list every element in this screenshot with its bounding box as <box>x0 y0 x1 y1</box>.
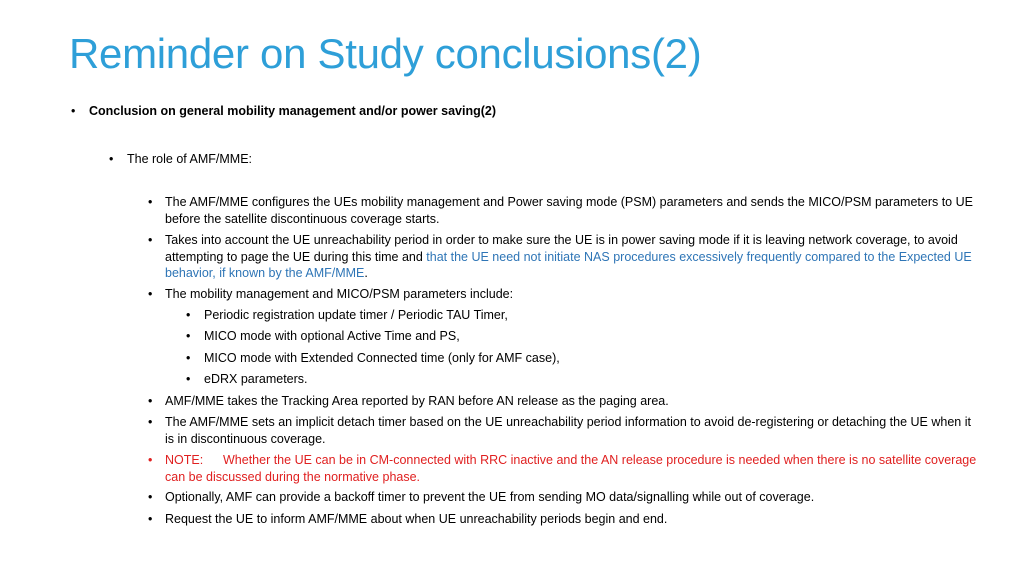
sub-bullet-text: eDRX parameters. <box>204 372 308 386</box>
bullet-dot-icon: • <box>148 415 153 429</box>
level2-text: The role of AMF/MME: <box>127 152 253 166</box>
level1-text: Conclusion on general mobility management and/or power saving(2) <box>89 104 497 118</box>
level1-bullet <box>71 103 496 120</box>
bullet-text <box>165 232 978 282</box>
sub-bullet-text: MICO mode with Extended Connected time (only for AMF case), <box>204 351 560 365</box>
bullet-dot-icon: • <box>186 329 191 343</box>
bullet-text: Request the UE to inform AMF/MME about when UE unreachability periods begin and end. <box>165 512 668 526</box>
bullet-dot-icon: • <box>148 394 153 408</box>
sub-bullet <box>186 328 460 345</box>
bullet-inform-ue <box>148 511 978 528</box>
bullet-text-part3: . <box>364 266 368 280</box>
bullet-dot-icon: • <box>186 308 191 322</box>
bullet-detach-timer <box>148 414 978 447</box>
bullet-unreachability <box>148 232 978 282</box>
bullet-text-part1: Takes into account the UE unreachability period in order to make sure the UE is in power saving mode if it is leaving network coverage, to avoid attempting to page the UE during this time and <box>165 233 958 264</box>
sub-bullet-text: Periodic registration update timer / Periodic TAU Timer, <box>204 308 508 322</box>
bullet-dot-icon: • <box>148 195 153 209</box>
bullet-dot-icon: • <box>71 104 76 118</box>
sub-bullet <box>186 350 560 367</box>
bullet-text: Optionally, AMF can provide a backoff timer to prevent the UE from sending MO data/signalling while out of coverage. <box>165 490 815 504</box>
bullet-tracking-area <box>148 393 978 410</box>
slide-title: Reminder on Study conclusions(2) <box>69 30 702 77</box>
sub-bullet <box>186 371 308 388</box>
sub-bullet <box>186 307 508 324</box>
level2-bullet <box>109 151 252 168</box>
note-bullet <box>148 452 978 485</box>
bullet-params-include <box>148 286 978 303</box>
bullet-dot-icon: • <box>186 372 191 386</box>
bullet-text: The mobility management and MICO/PSM parameters include: <box>165 287 514 301</box>
note-body: Whether the UE can be in CM-connected with RRC inactive and the AN release procedure is needed when there is no satellite coverage can be discussed during the normative phase. <box>165 453 977 484</box>
highlight-text: that the UE need not initiate NAS procedures excessively frequently compared to the Expected UE behavior, if known by the AMF/MME <box>165 249 972 280</box>
bullet-dot-icon: • <box>148 453 153 467</box>
bullet-dot-icon: • <box>148 287 153 301</box>
bullet-dot-icon: • <box>186 351 191 365</box>
sub-bullet-text: MICO mode with optional Active Time and PS, <box>204 329 460 343</box>
bullet-config-params <box>148 194 978 227</box>
bullet-text: The AMF/MME sets an implicit detach timer based on the UE unreachability period information to avoid de-registering or detaching the UE when it is in discontinuous coverage. <box>165 415 971 446</box>
bullet-dot-icon: • <box>148 233 153 247</box>
bullet-dot-icon: • <box>148 490 153 504</box>
note-text <box>165 452 978 485</box>
bullet-dot-icon: • <box>109 152 114 166</box>
note-label: NOTE: <box>165 453 204 467</box>
bullet-backoff-timer <box>148 489 978 506</box>
bullet-text: AMF/MME takes the Tracking Area reported by RAN before AN release as the paging area. <box>165 394 669 408</box>
bullet-dot-icon: • <box>148 512 153 526</box>
bullet-text: The AMF/MME configures the UEs mobility management and Power saving mode (PSM) parameters and sends the MICO/PSM parameters to UE before the satellite discontinuous coverage starts. <box>165 195 973 226</box>
